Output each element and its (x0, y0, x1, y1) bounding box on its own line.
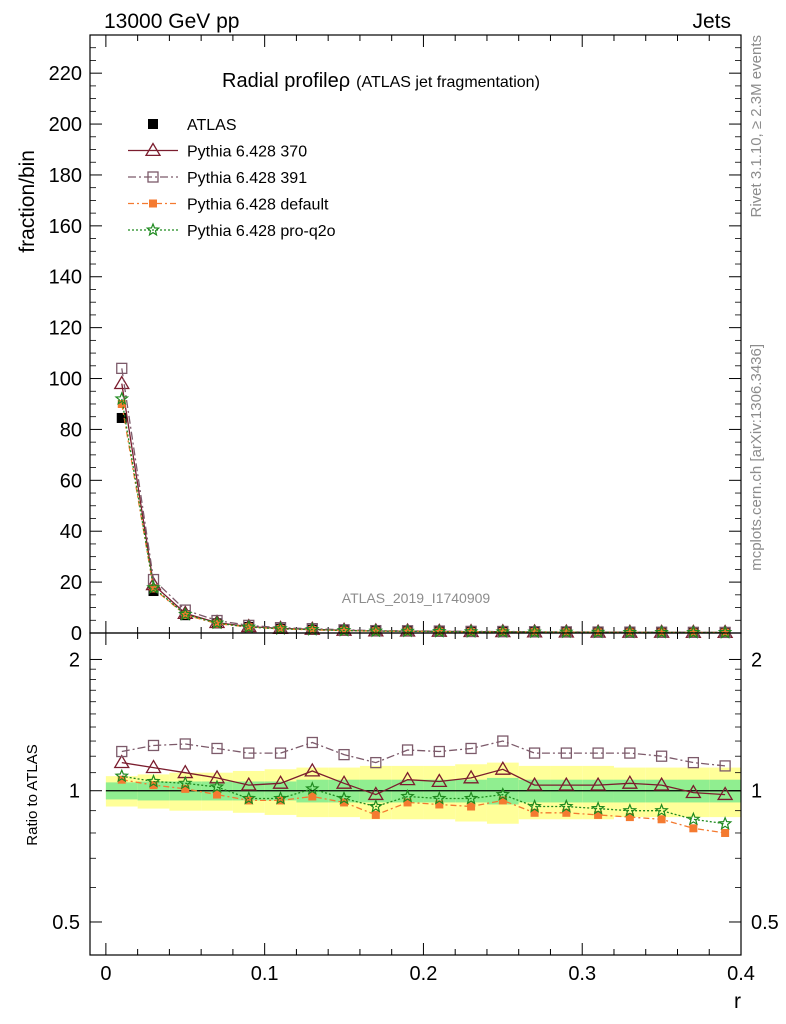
title-suffix: (ATLAS jet fragmentation) (356, 74, 540, 91)
ratio-point-default (658, 815, 666, 823)
point-proq2o (116, 393, 128, 404)
top-ytick-label: 140 (48, 266, 82, 289)
legend (128, 117, 336, 240)
legend-marker-atlas (148, 119, 158, 129)
title-main: Radial profile (222, 70, 339, 92)
top-ytick-label: 100 (48, 368, 82, 391)
top-ytick-label: 60 (59, 470, 82, 493)
bottom-ytick-label-right: 1 (751, 780, 763, 803)
ratio-point-p370 (115, 756, 129, 768)
bottom-ytick-label: 0.5 (52, 911, 80, 934)
top-ytick-label: 160 (48, 215, 82, 238)
header-left: 13000 GeV pp (104, 10, 240, 33)
x-tick-label: 0.2 (409, 963, 438, 985)
top-ytick-label: 20 (59, 572, 82, 595)
ratio-point-default (372, 811, 380, 819)
top-ytick-label: 40 (59, 521, 82, 544)
title-symbol: ρ (338, 70, 351, 92)
bottom-ytick-label: 2 (68, 649, 80, 672)
bottom-panel (24, 633, 779, 1013)
legend-label-p370: Pythia 6.428 370 (187, 143, 308, 161)
x-tick-label: 0.4 (727, 963, 755, 985)
top-ytick-label: 200 (48, 114, 82, 137)
x-tick-label: 0.1 (250, 963, 279, 985)
legend-label-atlas: ATLAS (187, 117, 237, 134)
ratio-point-proq2o (719, 818, 730, 829)
legend-label-default: Pythia 6.428 default (187, 196, 329, 214)
rivet-label: Rivet 3.1.10, ≥ 2.3M events (748, 35, 765, 218)
ratio-point-default (467, 803, 475, 811)
ratio-point-default (689, 824, 697, 832)
top-ytick-label: 220 (48, 63, 82, 86)
ratio-point-default (721, 829, 729, 837)
legend-marker-default (149, 200, 157, 208)
top-ylabel: fraction/bin (16, 150, 39, 253)
uncertainty-bands (106, 763, 741, 824)
top-ytick-label: 120 (48, 317, 82, 340)
mcplots-label: mcplots.cern.ch [arXiv:1306.3436] (748, 344, 765, 571)
chart-title (222, 70, 540, 92)
x-axis-label: r (734, 990, 741, 1013)
header-right: Jets (692, 10, 731, 33)
legend-marker-p370 (146, 144, 160, 156)
top-ytick-label: 180 (48, 164, 82, 187)
bottom-ytick-label: 1 (68, 780, 80, 803)
bottom-ylabel: Ratio to ATLAS (24, 744, 41, 846)
bottom-ytick-label-right: 2 (751, 649, 763, 672)
top-ytick-label: 80 (59, 419, 82, 442)
top-ytick-label: 0 (70, 623, 82, 645)
bottom-ytick-label-right: 0.5 (751, 911, 779, 934)
watermark: ATLAS_2019_I1740909 (341, 590, 491, 606)
legend-label-p391: Pythia 6.428 391 (187, 170, 308, 187)
x-tick-label: 0 (100, 963, 112, 985)
x-tick-label: 0.3 (568, 963, 597, 985)
legend-label-proq2o: Pythia 6.428 pro-q2o (187, 223, 336, 240)
